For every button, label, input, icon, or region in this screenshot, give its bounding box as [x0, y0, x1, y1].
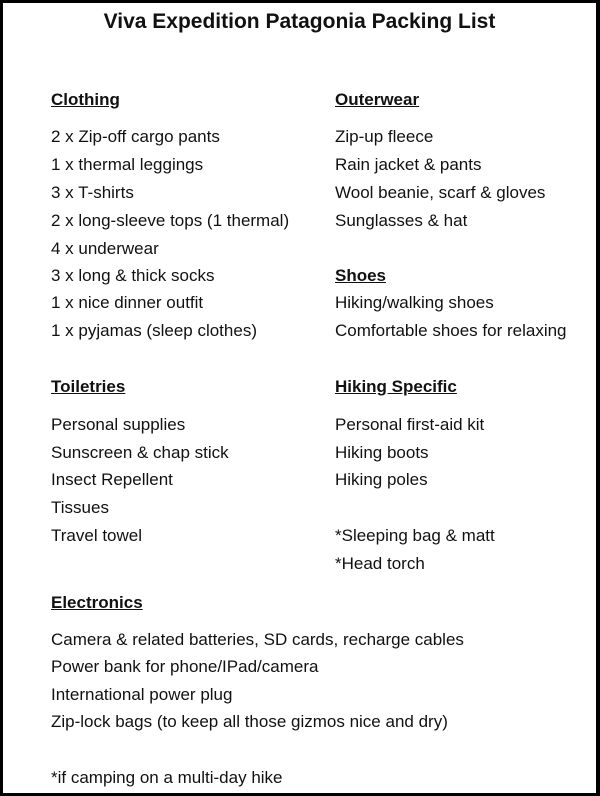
list-item: Tissues	[51, 498, 109, 517]
list-item: Personal first-aid kit	[335, 415, 485, 434]
list-item: 3 x long & thick socks	[51, 266, 215, 285]
list-item: Sunglasses & hat	[335, 211, 468, 230]
section-heading-toiletries: Toiletries	[51, 377, 126, 396]
list-item: *Sleeping bag & matt	[335, 526, 495, 545]
list-item: Wool beanie, scarf & gloves	[335, 183, 546, 202]
list-item: Comfortable shoes for relaxing	[335, 321, 567, 340]
list-item: 1 x nice dinner outfit	[51, 293, 204, 312]
list-item: Travel towel	[51, 526, 143, 545]
list-item: Insect Repellent	[51, 470, 173, 489]
list-item: Power bank for phone/IPad/camera	[51, 657, 319, 676]
list-item: Hiking/walking shoes	[335, 293, 494, 312]
section-heading-shoes: Shoes	[335, 266, 387, 285]
document-title: Viva Expedition Patagonia Packing List	[103, 10, 496, 33]
list-item: 2 x long-sleeve tops (1 thermal)	[51, 211, 290, 230]
list-item: Sunscreen & chap stick	[51, 443, 229, 462]
list-item: International power plug	[51, 685, 233, 704]
section-heading-electronics: Electronics	[51, 593, 143, 612]
list-item: Zip-up fleece	[335, 127, 434, 146]
list-item: 1 x thermal leggings	[51, 155, 204, 174]
list-item: Hiking boots	[335, 443, 429, 462]
list-item: Personal supplies	[51, 415, 186, 434]
list-item: 4 x underwear	[51, 239, 159, 258]
list-item: Hiking poles	[335, 470, 428, 489]
footnote: *if camping on a multi-day hike	[51, 768, 283, 787]
section-heading-clothing: Clothing	[51, 90, 120, 109]
section-heading-outerwear: Outerwear	[335, 90, 420, 109]
section-heading-hiking: Hiking Specific	[335, 377, 457, 396]
list-item: 3 x T-shirts	[51, 183, 134, 202]
list-item: 2 x Zip-off cargo pants	[51, 127, 220, 146]
list-item: 1 x pyjamas (sleep clothes)	[51, 321, 257, 340]
list-item: Zip-lock bags (to keep all those gizmos nice and dry)	[51, 712, 448, 731]
list-item: Rain jacket & pants	[335, 155, 482, 174]
list-item: Camera & related batteries, SD cards, recharge cables	[51, 630, 464, 649]
list-item: *Head torch	[335, 554, 425, 573]
